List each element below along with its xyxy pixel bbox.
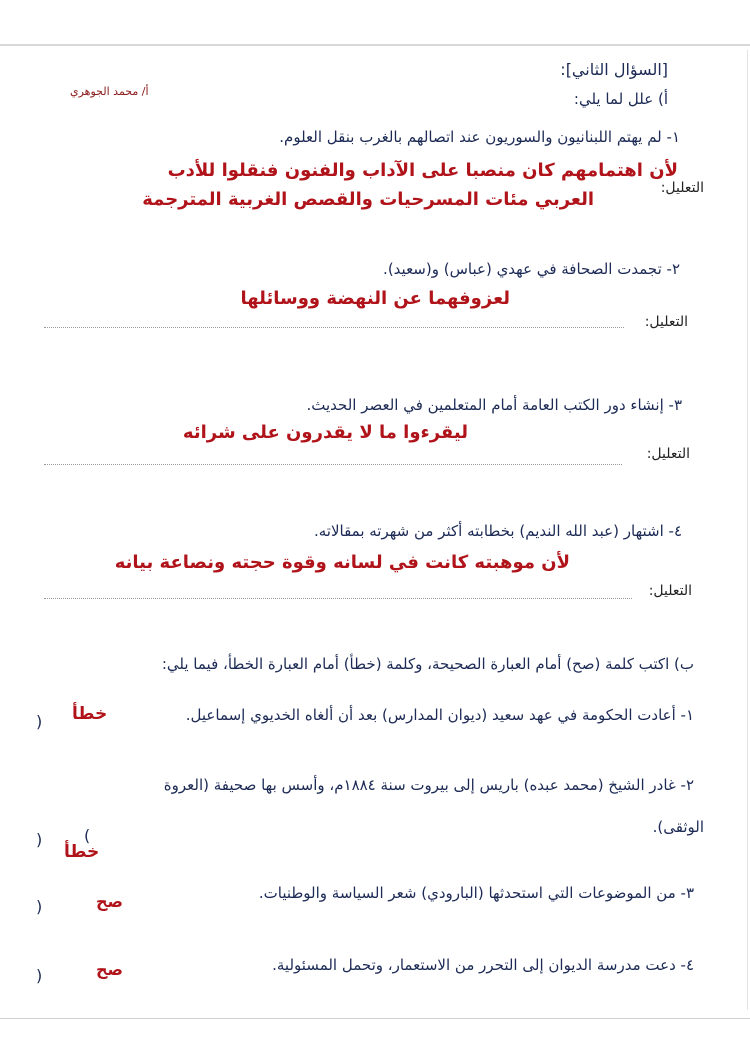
statement-4: ٤- دعت مدرسة الديوان إلى التحرر من الاستعمار، وتحمل المسئولية.	[272, 956, 694, 974]
answer-1-line1: لأن اهتمامهم كان منصبا على الآداب والفنون فنقلوا للأدب	[167, 160, 678, 181]
answer-1-line2: العربي مئات المسرحيات والقصص الغربية المترجمة	[142, 189, 594, 210]
answer-3: ليقرءوا ما لا يقدرون على شرائه	[182, 422, 468, 443]
answer-line-4	[44, 598, 632, 599]
answer-paren-2: )	[36, 830, 43, 849]
answer-line-2	[44, 327, 624, 328]
statement-3: ٣- من الموضوعات التي استحدثها (البارودي) شعر السياسة والوطنيات.	[258, 884, 694, 902]
reason-label-3: التعليل:	[646, 446, 690, 462]
reason-label-1: التعليل:	[660, 180, 704, 196]
reason-label-4: التعليل:	[648, 583, 692, 599]
answer-line-3	[44, 464, 622, 465]
statement-1: ١- أعادت الحكومة في عهد سعيد (ديوان المدارس) بعد أن ألغاه الخديوي إسماعيل.	[185, 706, 694, 724]
top-border-line	[0, 44, 750, 46]
bottom-border-line	[0, 1018, 750, 1019]
part-b-heading: ب) اكتب كلمة (صح) أمام العبارة الصحيحة، وكلمة (خطأ) أمام العبارة الخطأ، فيما يلي:	[161, 655, 694, 673]
statement-2-line2: الوثقى).	[652, 818, 704, 836]
reason-label-2: التعليل:	[644, 314, 688, 330]
answer-paren-3: )	[36, 897, 43, 916]
question-1: ١- لم يهتم اللبنانيون والسوريون عند اتصالهم بالغرب بنقل العلوم.	[279, 128, 680, 146]
question-2: ٢- تجمدت الصحافة في عهدي (عباس) و(سعيد).	[383, 260, 680, 278]
answer-2: لعزوفهما عن النهضة ووسائلها	[240, 288, 510, 309]
answer-b2: خطأ	[64, 842, 100, 862]
question-title: [السؤال الثاني]:	[560, 60, 668, 79]
answer-paren-4: )	[36, 966, 43, 985]
answer-paren-1: )	[36, 712, 43, 731]
answer-paren-2-close: (	[84, 826, 91, 845]
answer-4: لأن موهبته كانت في لسانه وقوة حجته ونصاعة بيانه	[114, 552, 570, 573]
part-a-heading: أ) علل لما يلي:	[573, 90, 668, 108]
answer-b4: صح	[96, 960, 123, 979]
answer-b1: خطأ	[72, 704, 108, 724]
right-edge-line	[747, 50, 748, 1010]
question-3: ٣- إنشاء دور الكتب العامة أمام المتعلمين في العصر الحديث.	[306, 396, 682, 414]
question-4: ٤- اشتهار (عبد الله النديم) بخطابته أكثر من شهرته بمقالاته.	[313, 522, 682, 540]
author-name: أ/ محمد الجوهري	[70, 85, 149, 98]
answer-b3: صح	[96, 892, 123, 911]
statement-2-line1: ٢- غادر الشيخ (محمد عبده) باريس إلى بيروت سنة ١٨٨٤م، وأسس بها صحيفة (العروة	[163, 776, 694, 794]
